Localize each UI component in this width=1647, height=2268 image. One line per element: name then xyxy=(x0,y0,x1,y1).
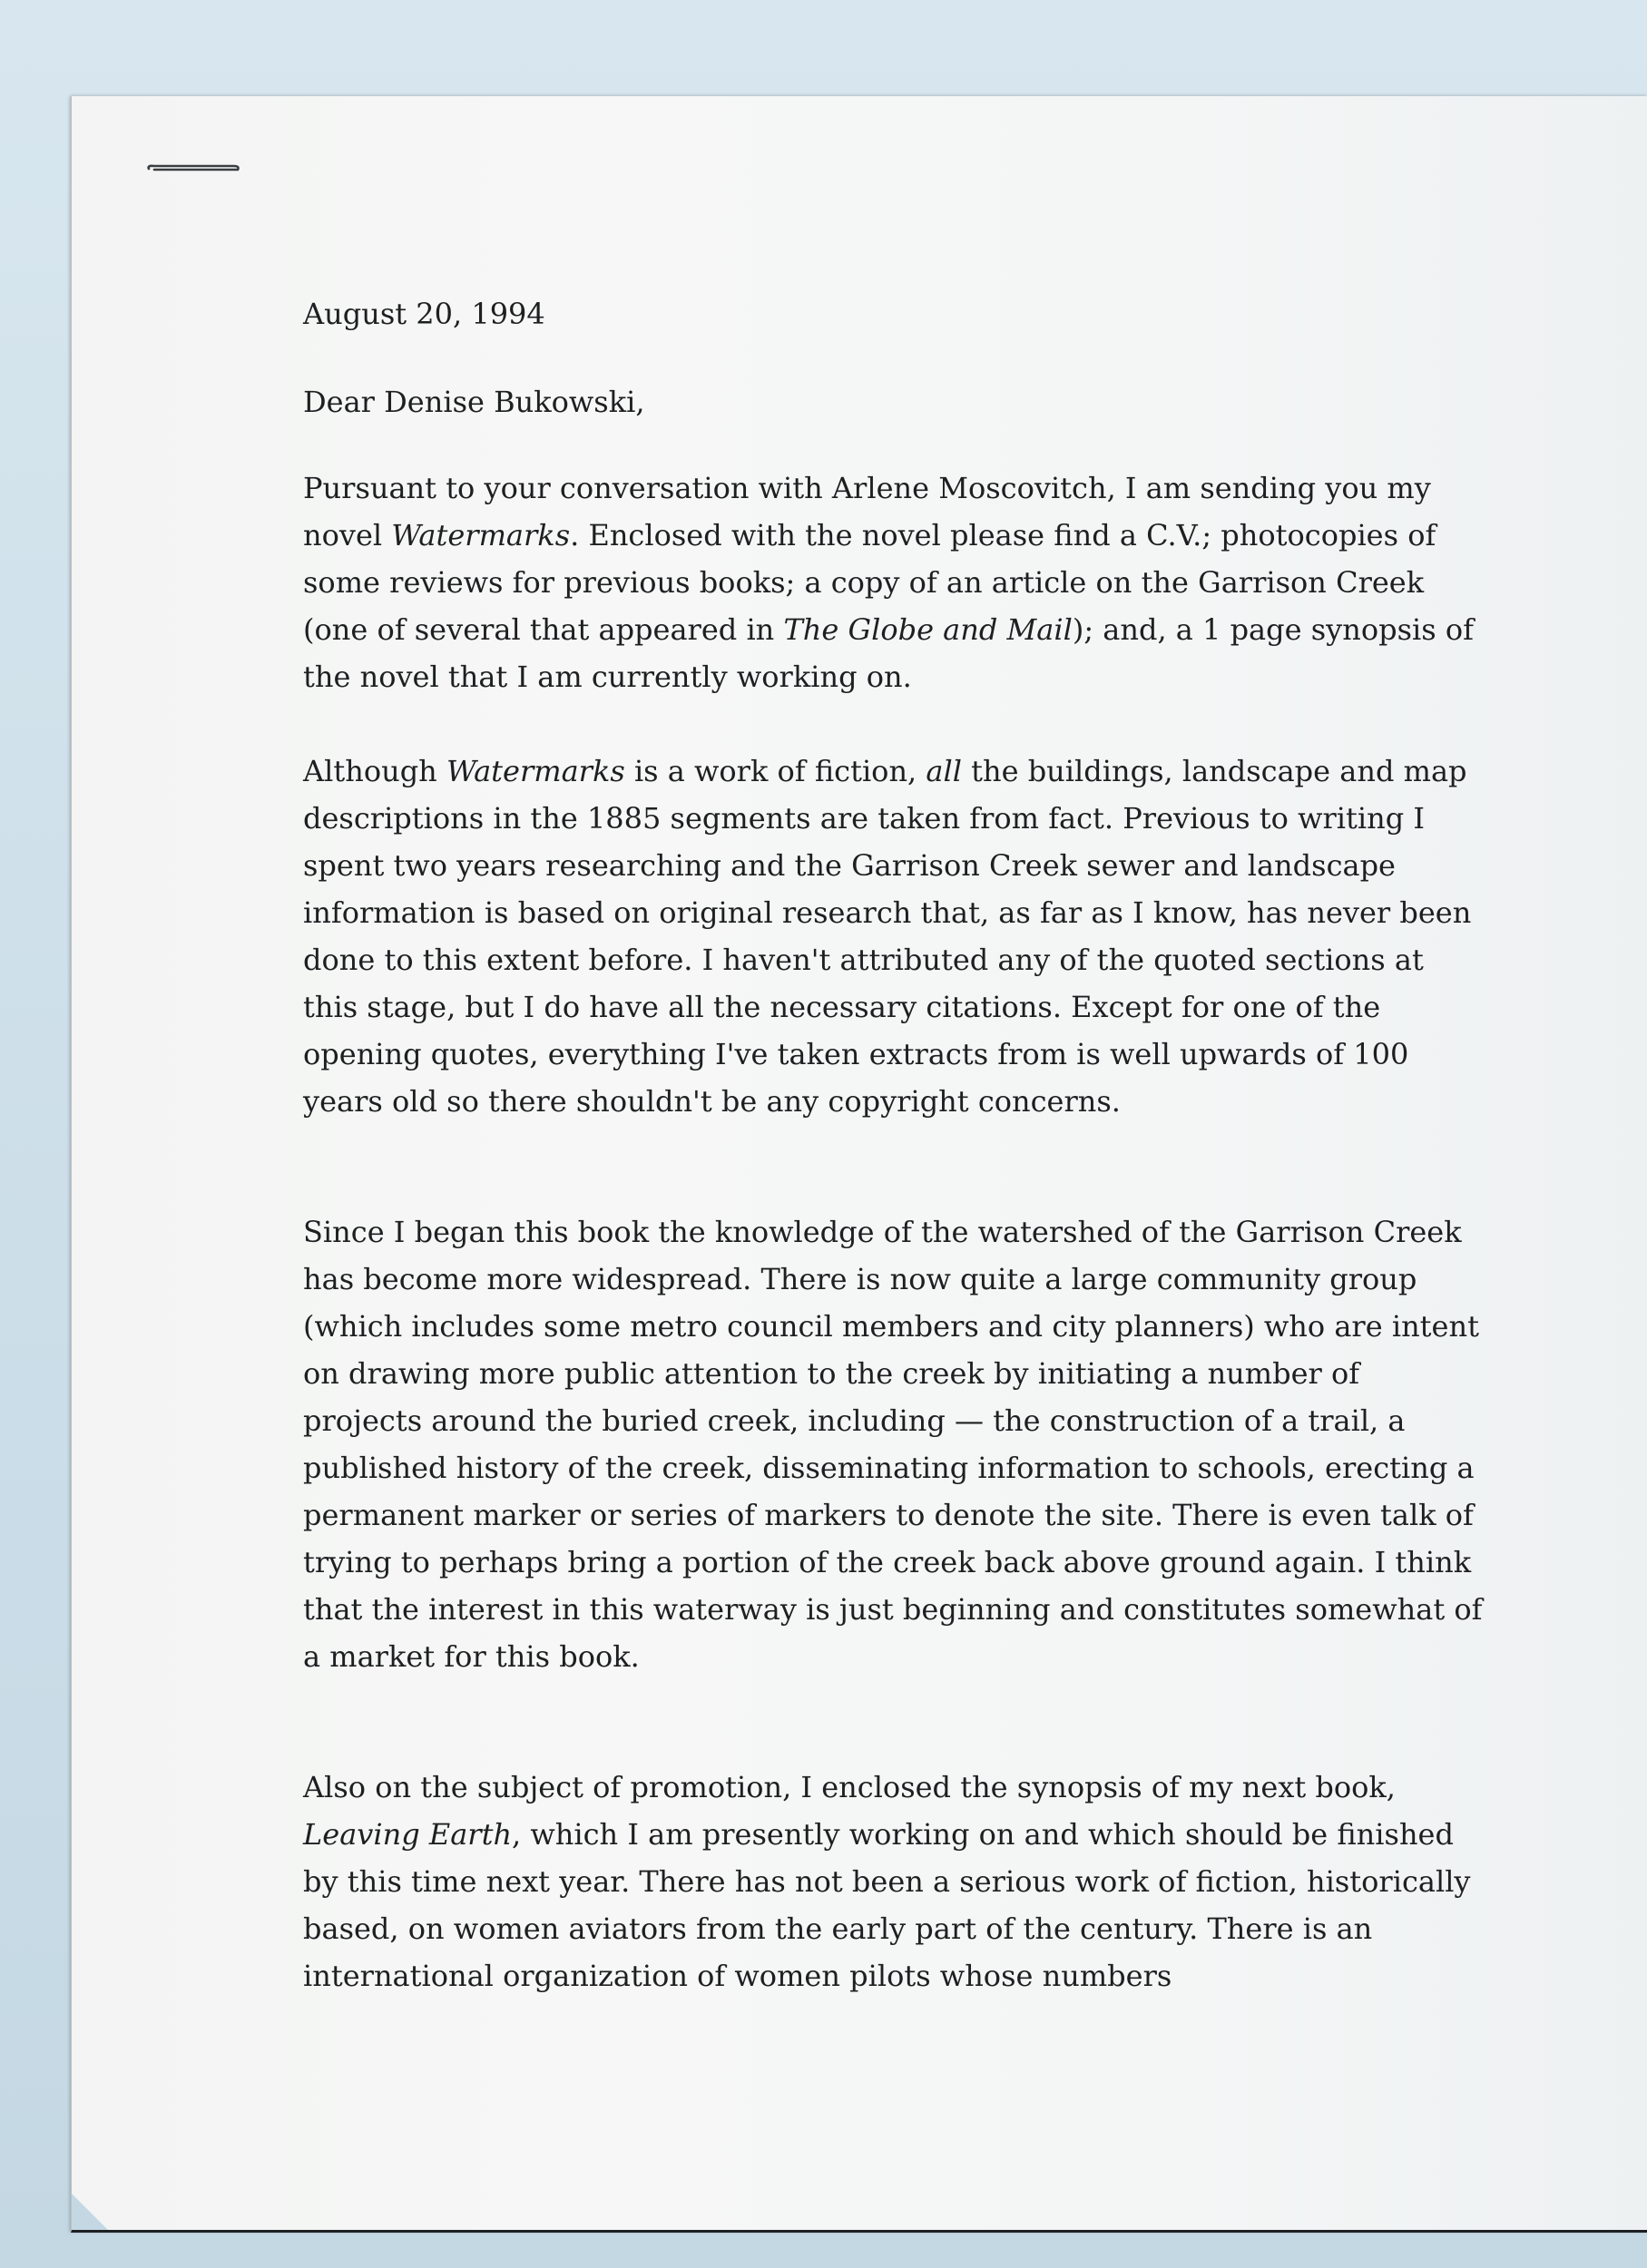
staple-icon xyxy=(145,163,241,172)
paragraph-4-text-c: , which I am presently working on and which should be finished by this time next year. There has not been a serious work of fiction, historically based, on women aviators from the early part of the century. There is an international organization of women pilots whose numbers xyxy=(303,1817,1471,1993)
paragraph-2-text-a: Although xyxy=(303,754,446,788)
paragraph-4 xyxy=(303,1764,1483,1999)
letter-body xyxy=(303,290,1483,2047)
paragraph-1 xyxy=(303,464,1483,700)
paragraph-2-text-c: is a work of fiction, xyxy=(624,754,926,788)
paragraph-4-title-leaving-earth: Leaving Earth xyxy=(303,1817,513,1852)
paragraph-1-text-c: . Enclosed with the novel please find a C.V.; photocopies of some reviews for previous books; a copy of an article on the Garrison Creek (one of several that appeared in xyxy=(303,518,1436,647)
paragraph-2 xyxy=(303,748,1483,1125)
paragraph-1-text-a: Pursuant to your conversation with Arlene Moscovitch, I am sending you my novel xyxy=(303,471,1431,552)
paragraph-2-text-e: the buildings, landscape and map descriptions in the 1885 segments are taken from fact. Previous to writing I spent two years researching and the Garrison Creek sewer and landscape information is based on original research that, as far as I know, has never been done to this extent before. I haven't attributed any of the quoted sections at this stage, but I do have all the necessary citations. Except for one of the opening quotes, everything I've taken extracts from is well upwards of 100 years old so there shouldn't be any copyright concerns. xyxy=(303,754,1472,1119)
paragraph-1-title-globe-and-mail: The Globe and Mail xyxy=(783,612,1073,647)
paragraph-4-text-a: Also on the subject of promotion, I enclosed the synopsis of my next book, xyxy=(303,1770,1396,1804)
paragraph-2-emphasis-all: all xyxy=(926,754,962,788)
letter-salutation: Dear Denise Bukowski, xyxy=(303,385,645,419)
letter-date: August 20, 1994 xyxy=(303,297,545,331)
paragraph-3: Since I began this book the knowledge of the watershed of the Garrison Creek has become more widespread. There is now quite a large community group (which includes some metro council members and city planners) who are intent on drawing more public attention to the creek by initiating a number of projects around the buried creek, including — the construction of a trail, a published history of the creek, disseminating information to schools, erecting a permanent marker or series of markers to denote the site. There is even talk of trying to perhaps bring a portion of the creek back above ground again. I think that the interest in this waterway is just beginning and constitutes somewhat of a market for this book. xyxy=(303,1215,1483,1674)
paragraph-2-title-watermarks: Watermarks xyxy=(446,754,625,788)
paragraph-1-text-e: ); and, a 1 page synopsis of the novel that I am currently working on. xyxy=(303,612,1474,694)
folded-corner xyxy=(72,2194,108,2230)
paragraph-1-title-watermarks: Watermarks xyxy=(391,518,571,552)
